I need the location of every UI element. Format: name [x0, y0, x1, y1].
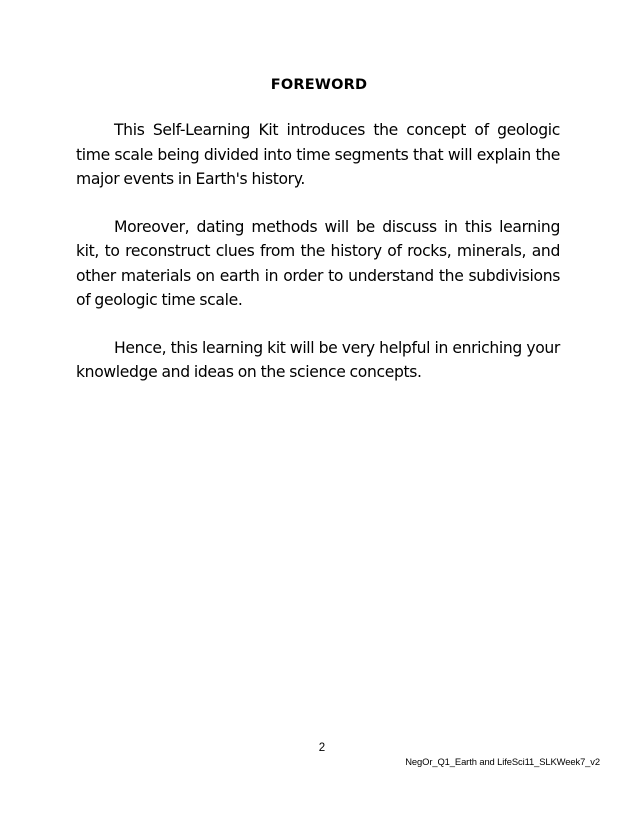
paragraph-2: Moreover, dating methods will be discuss in this learning kit, to reconstruct clues from the history of rocks, minerals, and other materials on earth in order to understand the subdivisions of geologic time scale.	[76, 217, 560, 309]
page-title: FOREWORD	[270, 77, 368, 93]
paragraph-1: This Self-Learning Kit introduces the concept of geologic time scale being divided into time segments that will explain the major events in Earth's history.	[76, 121, 560, 188]
page-number: 2	[318, 742, 326, 754]
foreword-body	[76, 118, 560, 408]
footer-document-code: NegOr_Q1_Earth and LifeSci11_SLKWeek7_v2	[405, 756, 600, 767]
paragraph-3: Hence, this learning kit will be very helpful in enriching your knowledge and ideas on the science concepts.	[76, 338, 560, 381]
